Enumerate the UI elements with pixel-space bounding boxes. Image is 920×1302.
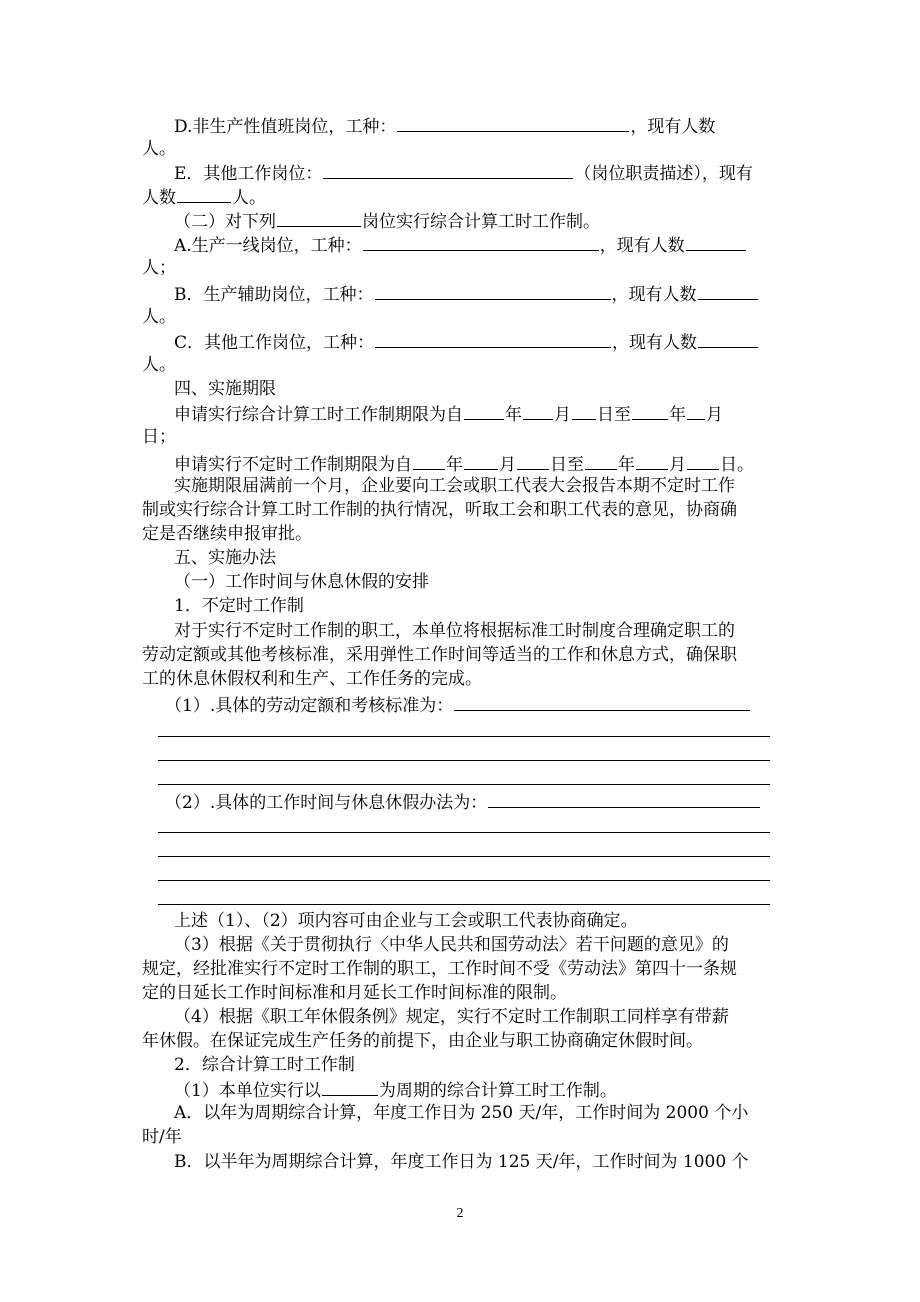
blank-field[interactable] (698, 329, 758, 348)
item-a-line: A.生产一线岗位，工种： ，现有人数 (174, 232, 747, 256)
blank-field[interactable] (698, 281, 758, 300)
question-1-line: （1）.具体的劳动定额和考核标准为： (165, 692, 751, 716)
paragraph-line: 制或实行综合计算工时工作制的执行情况，听取工会和职工代表的意见，协商确 (142, 500, 737, 520)
paragraph-line: 定是否继续申报审批。 (142, 524, 312, 544)
blank-line[interactable] (158, 760, 770, 761)
blank-field[interactable] (322, 1077, 378, 1096)
blank-field[interactable] (323, 160, 573, 179)
period-comp-end: 日； (142, 427, 176, 447)
blank-field[interactable] (375, 281, 611, 300)
paragraph-line: B．以半年为周期综合计算，年度工作日为 125 天/年，工作时间为 1000 个 (174, 1152, 749, 1172)
sub-heading-2: （二）对下列 岗位实行综合计算工时工作制。 (174, 208, 600, 232)
paragraph-line: 上述（1）、（2）项内容可由企业与工会或职工代表协商确定。 (174, 911, 638, 931)
blank-field[interactable] (454, 692, 750, 711)
item-d-line: D.非生产性值班岗位，工种： ，现有人数 (174, 113, 715, 137)
paragraph-line: （3）根据《关于贯彻执行〈中华人民共和国劳动法〉若干问题的意见》的 (174, 935, 729, 955)
section-4-heading: 四、实施期限 (174, 379, 276, 399)
section-5-heading: 五、实施办法 (174, 548, 276, 568)
blank-field[interactable] (464, 451, 498, 470)
item-d-unit: 人。 (142, 139, 176, 159)
blank-field[interactable] (632, 401, 668, 420)
blank-line[interactable] (158, 784, 770, 785)
blank-line[interactable] (158, 880, 770, 881)
blank-field[interactable] (375, 329, 611, 348)
item-heading: 2．综合计算工时工作制 (174, 1055, 355, 1075)
blank-line[interactable] (158, 856, 770, 857)
blank-field[interactable] (572, 401, 596, 420)
blank-field[interactable] (397, 113, 629, 132)
paragraph-line: 定的日延长工作时间标准和月延长工作时间标准的限制。 (142, 983, 567, 1003)
paragraph-line: （4）根据《职工年休假条例》规定，实行不定时工作制职工同样享有带薪 (174, 1007, 729, 1027)
page-number: 2 (456, 1206, 464, 1221)
item-c-line: C．其他工作岗位，工种： ，现有人数 (174, 329, 759, 353)
paragraph-line: 规定，经批准实行不定时工作制的职工，工作时间不受《劳动法》第四十一条规 (142, 959, 737, 979)
period-comp-line: 申请实行综合计算工时工作制期限为自 年 月 日至 年 月 (174, 401, 723, 425)
blank-field[interactable] (413, 451, 445, 470)
sub-heading-1: （一）工作时间与休息休假的安排 (174, 572, 429, 592)
blank-field[interactable] (488, 789, 760, 808)
blank-field[interactable] (517, 451, 549, 470)
blank-field[interactable] (523, 401, 553, 420)
item-heading: 1．不定时工作制 (174, 596, 304, 616)
blank-field[interactable] (686, 232, 746, 251)
blank-field[interactable] (687, 451, 719, 470)
paragraph-line: 时/年 (142, 1127, 182, 1147)
blank-field[interactable] (464, 401, 504, 420)
blank-field[interactable] (277, 208, 361, 227)
blank-field[interactable] (585, 451, 617, 470)
paragraph-line: 年休假。在保证完成生产任务的前提下，由企业与职工协商确定休假时间。 (142, 1031, 703, 1051)
blank-line[interactable] (158, 832, 770, 833)
paragraph-line: 实施期限届满前一个月，企业要向工会或职工代表大会报告本期不定时工作 (174, 476, 735, 496)
cycle-line: （1）本单位实行以 为周期的综合计算工时工作制。 (174, 1077, 617, 1101)
paragraph-line: 劳动定额或其他考核标准，采用弹性工作时间等适当的工作和休息方式，确保职 (142, 645, 737, 665)
paragraph-line: A．以年为周期综合计算，年度工作日为 250 天/年，工作时间为 2000 个小 (174, 1103, 749, 1123)
paragraph-line: 对于实行不定时工作制的职工，本单位将根据标准工时制度合理确定职工的 (174, 621, 735, 641)
blank-field[interactable] (636, 451, 668, 470)
blank-field[interactable] (687, 401, 705, 420)
blank-line[interactable] (158, 736, 770, 737)
item-b-line: B．生产辅助岗位，工种： ，现有人数 (174, 281, 759, 305)
paragraph-line: 工的休息休假权利和生产、工作任务的完成。 (142, 669, 482, 689)
item-c-unit: 人。 (142, 355, 176, 375)
question-2-line: （2）.具体的工作时间与休息休假办法为： (165, 789, 761, 813)
item-a-unit: 人； (142, 258, 176, 278)
item-e-line: E．其他工作岗位： （岗位职责描述），现有 (174, 160, 753, 184)
blank-field[interactable] (363, 232, 599, 251)
blank-line[interactable] (158, 904, 770, 905)
period-irr-line: 申请实行不定时工作制期限为自 年 月 日至 年 月 日。 (174, 451, 754, 475)
item-b-unit: 人。 (142, 307, 176, 327)
item-e-count: 人数 人。 (142, 184, 266, 208)
blank-field[interactable] (177, 184, 231, 203)
